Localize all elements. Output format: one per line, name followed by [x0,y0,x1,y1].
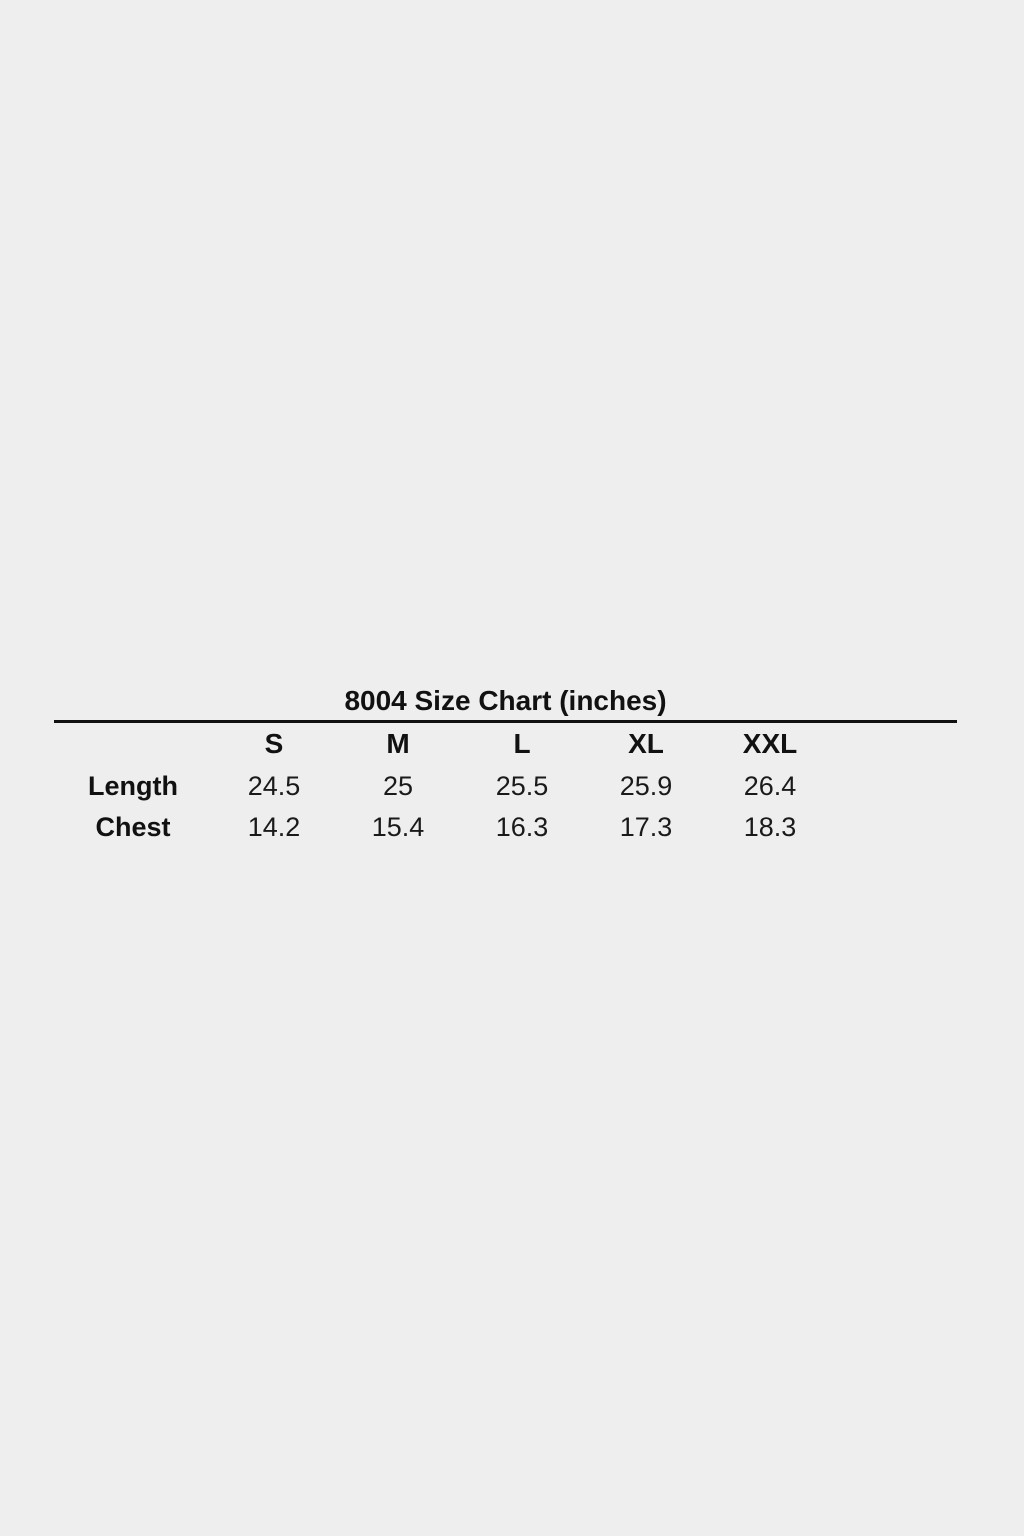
chest-value-s: 14.2 [247,811,301,842]
length-value-m: 25 [382,770,414,801]
corner-empty-cell [54,723,212,765]
chest-value-xxl: 18.3 [743,811,797,842]
length-value-l: 25.5 [495,770,549,801]
length-value-s: 24.5 [247,770,301,801]
col-header-xl: XL [628,728,664,759]
row-label-chest: Chest [95,811,171,842]
chest-value-xl: 17.3 [619,811,673,842]
length-value-xxl: 26.4 [743,770,797,801]
chest-value-l: 16.3 [495,811,549,842]
size-table-header-row [54,723,832,765]
col-header-xxl: XXL [742,728,798,759]
col-header-l: L [513,728,531,759]
col-header-m: M [386,728,410,759]
size-table [54,723,832,847]
table-row-length [54,765,832,807]
length-value-xl: 25.9 [619,770,673,801]
chest-value-m: 15.4 [371,811,425,842]
size-chart [54,684,957,847]
size-chart-title: 8004 Size Chart (inches) [344,685,667,716]
col-header-s: S [264,728,284,759]
table-row-chest [54,807,832,847]
row-label-length: Length [88,770,178,801]
